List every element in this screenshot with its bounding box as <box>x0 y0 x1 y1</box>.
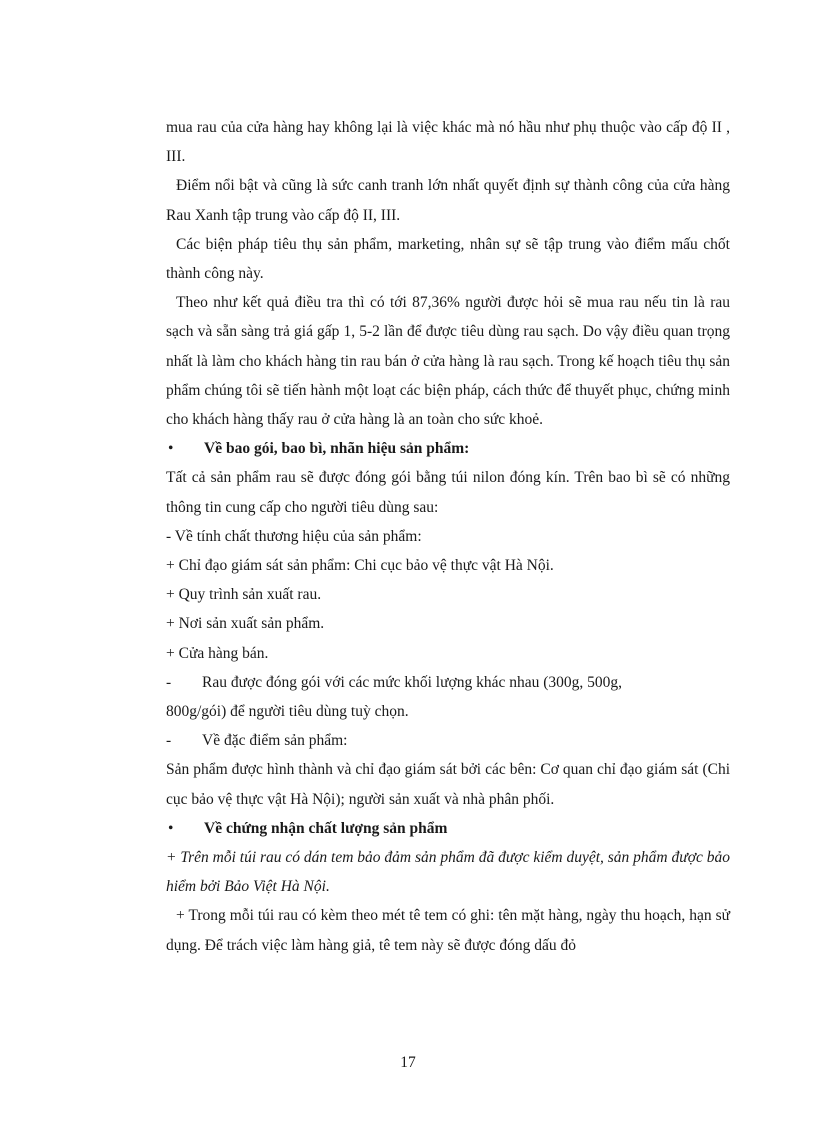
packaging-intro: Tất cả sản phẩm rau sẽ được đóng gói bằng túi nilon đóng kín. Trên bao bì sẽ có những thông tin cung cấp cho người tiêu dùng sau: <box>166 469 730 516</box>
page-content <box>166 113 730 960</box>
paragraph-highlight: Điểm nổi bật và cũng là sức canh tranh lớn nhất quyết định sự thành công của cửa hàng Rau Xanh tập trung vào cấp độ II, III. <box>166 177 730 224</box>
page-number: 17 <box>400 1054 416 1071</box>
dash-item-features <box>166 726 730 755</box>
paragraph-continuation: mua rau của cửa hàng hay không lại là việc khác mà nó hầu như phụ thuộc vào cấp độ II , III. <box>166 119 730 166</box>
certification-italic-text: + Trên mỗi túi rau có dán tem bảo đảm sản phẩm đã được kiểm duyệt, sản phẩm được bảo hiểm bởi Bảo Việt Hà Nội. <box>166 849 730 896</box>
section-heading-text: Về chứng nhận chất lượng sản phẩm <box>204 819 448 837</box>
paragraph-measures: Các biện pháp tiêu thụ sản phẩm, marketing, nhân sự sẽ tập trung vào điểm mấu chốt thành công này. <box>166 235 730 283</box>
dash-item-weights <box>166 668 730 697</box>
certification-label-text: + Trong mỗi túi rau có kèm theo mét tê tem có ghi: tên mặt hàng, ngày thu hoạch, hạn sử dụng. Để trách việc làm hàng giả, tê tem này sẽ được đóng dấu đỏ <box>166 907 730 954</box>
bullet-icon: • <box>168 440 174 458</box>
dash-mark: - <box>166 732 172 750</box>
dash-continuation: 800g/gói) để người tiêu dùng tuỳ chọn. <box>166 703 409 721</box>
list-item: + Quy trình sản xuất rau. <box>166 586 322 604</box>
section-heading-certification <box>166 814 730 843</box>
dash-mark: - <box>166 673 172 691</box>
section-heading-text: Về bao gói, bao bì, nhãn hiệu sản phẩm: <box>204 440 470 458</box>
product-paragraph: Sản phẩm được hình thành và chỉ đạo giám sát bởi các bên: Cơ quan chỉ đạo giám sát (Chi cục bảo vệ thực vật Hà Nội); người sản xuất và nhà phân phối. <box>166 761 730 808</box>
section-heading-packaging <box>166 434 730 463</box>
brand-line: - Về tính chất thương hiệu của sản phẩm: <box>166 527 422 545</box>
bullet-icon: • <box>168 819 174 837</box>
dash-text: Rau được đóng gói với các mức khối lượng khác nhau (300g, 500g, <box>202 673 622 691</box>
dash-text: Về đặc điểm sản phẩm: <box>202 732 348 750</box>
list-item: + Chỉ đạo giám sát sản phẩm: Chi cục bảo vệ thực vật Hà Nội. <box>166 557 554 575</box>
list-item: + Nơi sản xuất sản phẩm. <box>166 615 325 633</box>
paragraph-survey: Theo như kết quả điều tra thì có tới 87,36% người được hỏi sẽ mua rau nếu tin là rau sạch và sẵn sàng trả giá gấp 1, 5-2 lần để được tiêu dùng rau sạch. Do vậy điều quan trọng nhất là làm cho khách hàng tin rau bán ở cửa hàng là rau sạch. Trong kế hoạch tiêu thụ sản phẩm chúng tôi sẽ tiến hành một loạt các biện pháp, cách thức để thuyết phục, chứng minh cho khách hàng thấy rau ở cửa hàng là an toàn cho sức khoẻ. <box>166 294 730 429</box>
list-item: + Cửa hàng bán. <box>166 644 269 662</box>
